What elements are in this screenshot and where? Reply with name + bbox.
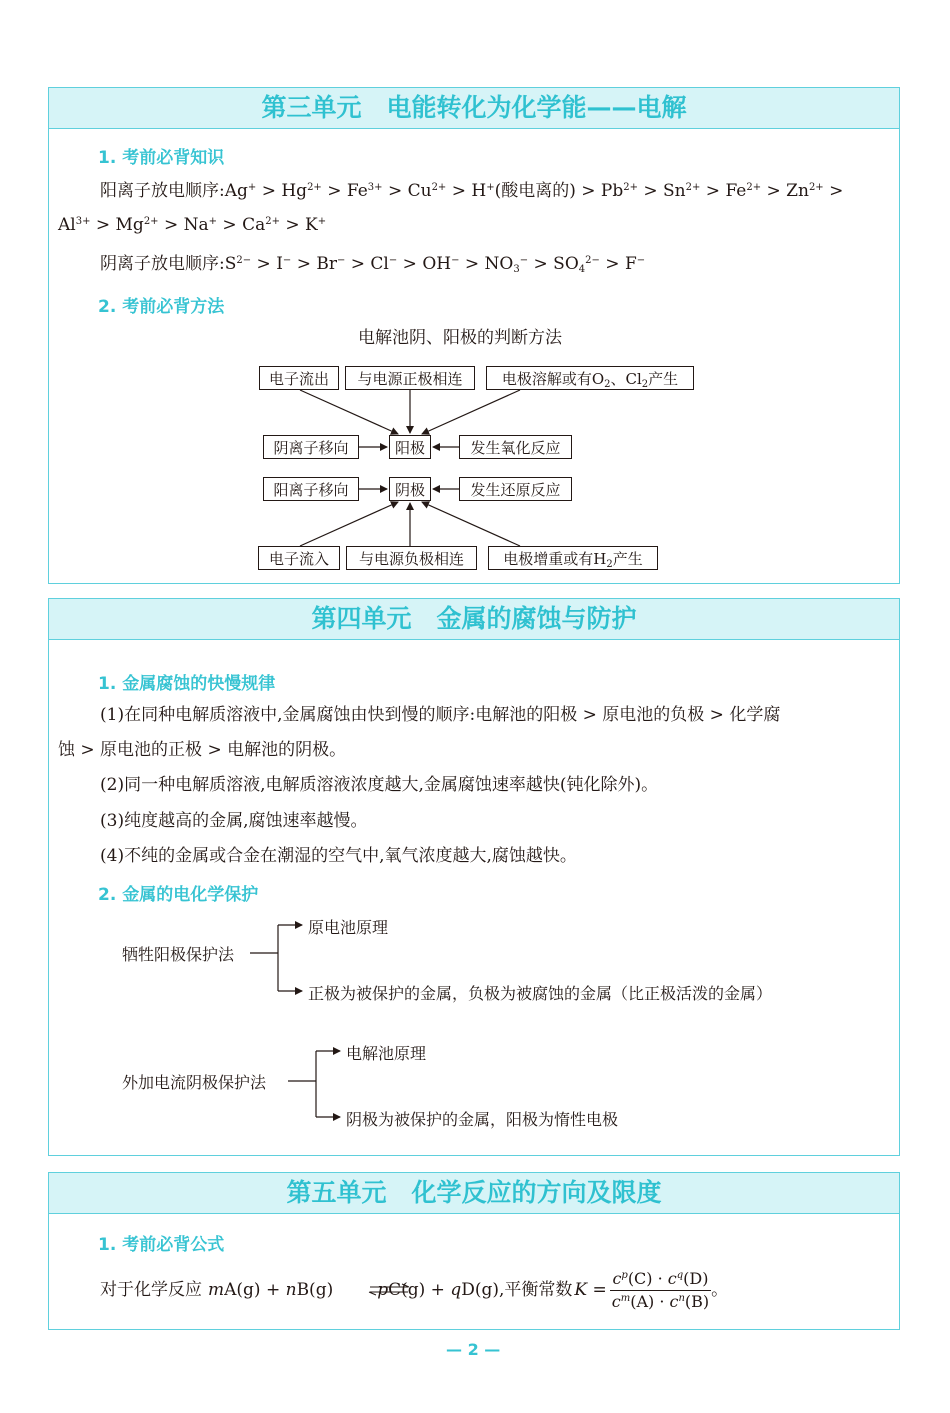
formula-end: 。 [711,1280,729,1300]
unit3-title: 第三单元 电能转化为化学能——电解 [49,88,899,129]
method-impressed-current: 外加电流阴极保护法 [122,1073,267,1092]
equilibrium-formula [100,1266,728,1314]
diagram-title: 电解池阴、阳极的判断方法 [358,328,562,348]
cation-order-label: 阳离子放电顺序: [100,181,225,201]
anion-order-line: 阴离子放电顺序$:S^{2-} > I^- > Br^- > Cl^- > OH^- > NO_3^- > SO_4^{2-} > F^-$ [100,254,646,275]
formula-fraction [610,1269,711,1312]
unit3-subheading-knowledge: 1. 考前必背知识 [98,148,225,168]
formula-mid: ,平衡常数 [498,1280,573,1300]
page-number: — 2 — [446,1340,501,1359]
box-reduction: 发生还原反应 [459,477,572,501]
formula-denominator: $c^m(A) \cdot c^n(B)$ [611,1291,710,1311]
cation-order-line1: 阳离子放电顺序:Ag+ > $Hg^{2+} > Fe^{3+} > Cu^{2+} > H^+$(酸电离的) > $Pb^{2+} > Sn^{2+} > Fe^{2+} > Zn^{2+}$ > [100,181,844,201]
unit4-para1-line1: (1)在同种电解质溶液中,金属腐蚀由快到慢的顺序:电解池的阳极 > 原电池的负极 > 化学腐 [100,705,781,725]
anion-order-label: 阴离子放电顺序: [100,254,225,274]
box-negative-terminal: 与电源负极相连 [346,546,477,570]
method2-detail: 阴极为被保护的金属，阳极为惰性电极 [346,1110,619,1129]
unit4-para1-line2: 蚀 > 原电池的正极 > 电解池的阴极。 [58,740,347,760]
unit4-subheading-rules: 1. 金属腐蚀的快慢规律 [98,674,276,694]
unit4-title: 第四单元 金属的腐蚀与防护 [49,599,899,640]
unit5-subheading-formula: 1. 考前必背公式 [98,1235,225,1255]
box-electrode-gain: 电极增重或有$H_2$产生 [488,546,658,570]
method1-detail: 正极为被保护的金属，负极为被腐蚀的金属（比正极活泼的金属） [308,984,773,1003]
box-electron-out: 电子流出 [259,366,339,390]
box-electron-in: 电子流入 [258,546,340,570]
page-number-value: 2 [467,1340,479,1359]
formula-k: K = [574,1280,607,1300]
box-cation-moves: 阳离子移向 [263,477,359,501]
box-oxidation: 发生氧化反应 [459,435,572,459]
unit4-para2: (2)同一种电解质溶液,电解质溶液浓度越大,金属腐蚀速率越快(钝化除外)。 [100,775,659,795]
formula-reaction: mA(g) + nB(g) pC(g) + qD(g) [208,1280,499,1300]
unit4-subheading-protection: 2. 金属的电化学保护 [98,885,259,905]
method1-principle: 原电池原理 [308,918,389,937]
box-cathode: 阴极 [389,477,431,501]
cation-order-line2: $Al^{3+} > Mg^{2+} > Na^+ > Ca^{2+} > K^+$ [58,215,327,235]
unit4-para4: (4)不纯的金属或合金在潮湿的空气中,氧气浓度越大,腐蚀越快。 [100,846,577,866]
box-anode: 阳极 [389,435,431,459]
method-sacrificial-anode: 牺牲阳极保护法 [122,945,235,964]
method2-principle: 电解池原理 [346,1044,427,1063]
unit4-para3: (3)纯度越高的金属,腐蚀速率越慢。 [100,811,368,831]
box-electrode-dissolve: 电极溶解或有$O_2$、$Cl_2$产生 [486,366,694,390]
unit5-title: 第五单元 化学反应的方向及限度 [49,1173,899,1214]
box-anion-moves: 阴离子移向 [263,435,359,459]
box-positive-terminal: 与电源正极相连 [345,366,475,390]
unit3-subheading-method: 2. 考前必背方法 [98,297,225,317]
formula-numerator: $c^p(C) \cdot c^q(D)$ [610,1269,711,1291]
formula-intro: 对于化学反应 [100,1280,202,1300]
